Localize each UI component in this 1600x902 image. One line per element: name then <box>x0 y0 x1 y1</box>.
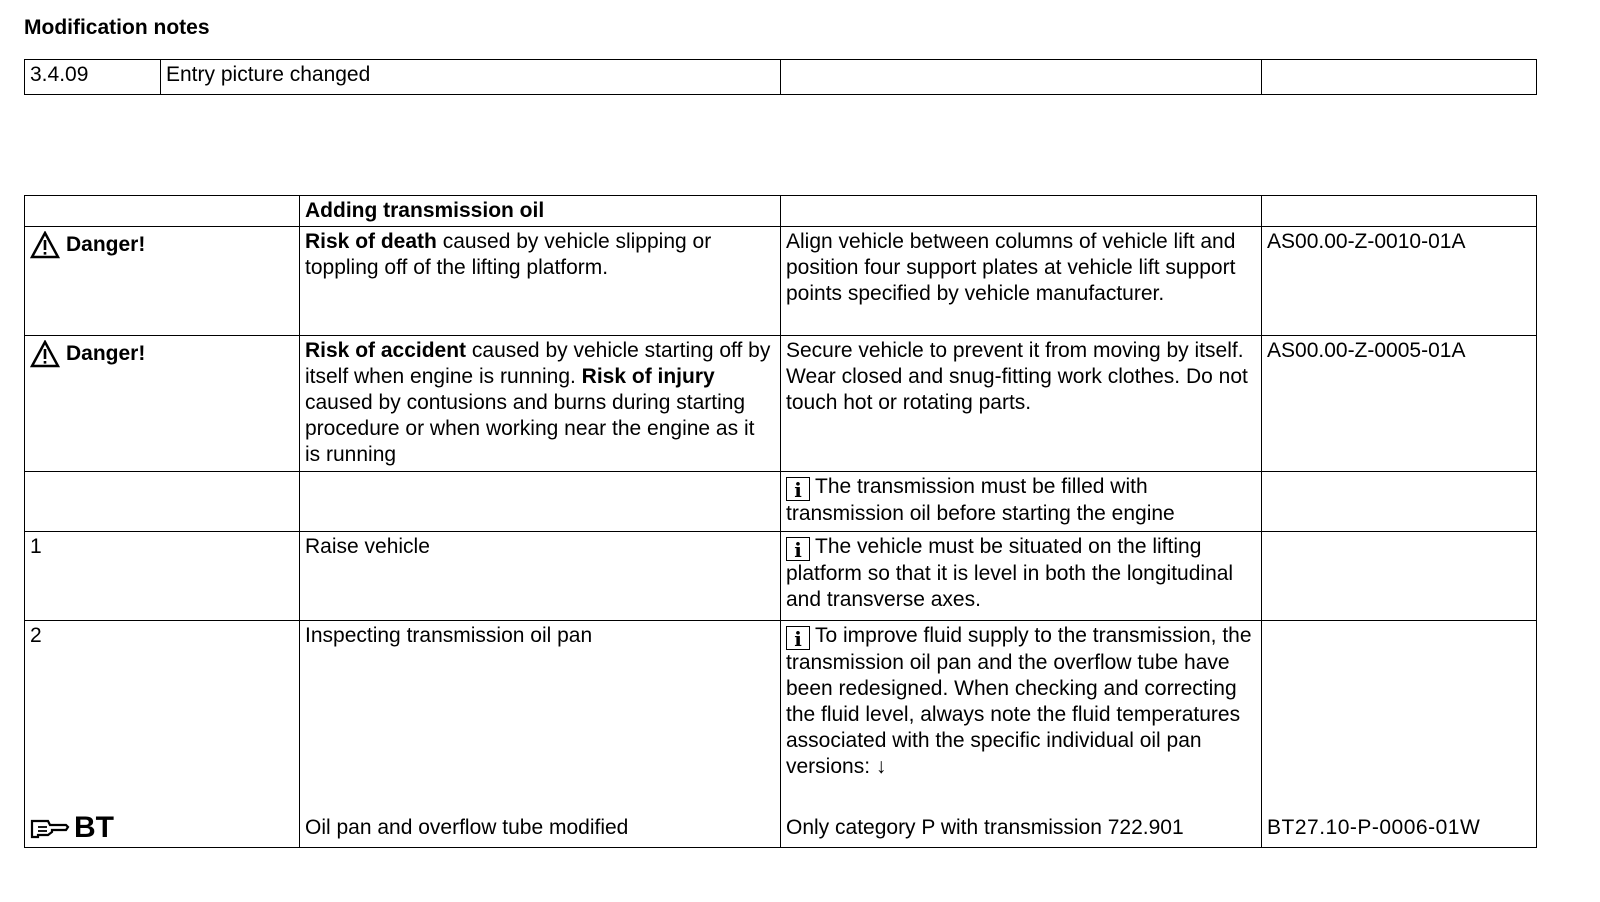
step-text: Raise vehicle <box>300 532 781 621</box>
bt-reference: BT27.10-P-0006-01W <box>1267 816 1481 839</box>
info-text: The transmission must be filled with transmission oil before starting the engine <box>786 475 1175 525</box>
empty-cell <box>25 472 300 532</box>
empty-cell <box>1262 60 1537 95</box>
bt-marker <box>30 811 294 844</box>
empty-cell <box>1262 472 1537 532</box>
warning-triangle-icon <box>30 340 60 368</box>
bt-label: BT <box>74 811 114 844</box>
info-note <box>781 472 1262 532</box>
step-text: Inspecting transmission oil pan <box>305 624 593 647</box>
step-number: 1 <box>25 532 300 621</box>
task-title: Adding transmission oil <box>300 196 781 227</box>
action-line: Secure vehicle to prevent it from moving by itself. <box>786 339 1244 362</box>
info-note <box>786 623 1256 780</box>
note-row <box>25 472 1537 532</box>
hazard-description <box>300 227 781 336</box>
info-icon: i <box>786 537 810 561</box>
hazard-row <box>25 336 1537 472</box>
risk-text: caused by vehicle starting off by itself when engine is running. <box>305 339 771 388</box>
step-row <box>25 532 1537 621</box>
danger-text: Danger! <box>66 342 146 365</box>
bt-text: Oil pan and overflow tube modified <box>305 816 629 839</box>
empty-cell <box>781 196 1262 227</box>
step-number: 2 <box>30 624 42 647</box>
info-text: The vehicle must be situated on the lifting platform so that it is level in both the longitudinal and transverse axes. <box>786 535 1234 611</box>
modification-note: Entry picture changed <box>161 60 781 95</box>
empty-cell <box>781 60 1262 95</box>
info-icon: i <box>786 626 810 650</box>
danger-label <box>30 231 294 259</box>
info-text: To improve fluid supply to the transmission, the transmission oil pan and the overflow tube have been redesigned. When checking and correcting the fluid level, always note the fluid temperatures associated with the specific individual oil pan versions: ↓ <box>786 624 1252 778</box>
hazard-action <box>781 336 1262 472</box>
pointing-hand-icon <box>30 815 70 841</box>
empty-cell <box>1262 532 1537 621</box>
document-reference: AS00.00-Z-0005-01A <box>1262 336 1537 472</box>
warning-triangle-icon <box>30 231 60 259</box>
danger-label <box>30 340 294 368</box>
hazard-row <box>25 227 1537 336</box>
header-row <box>25 196 1537 227</box>
danger-text: Danger! <box>66 233 146 256</box>
hazard-action: Align vehicle between columns of vehicle lift and position four support plates at vehicle lift support points specified by vehicle manufacturer. <box>781 227 1262 336</box>
info-note <box>781 532 1262 621</box>
risk-title: Risk of death <box>305 230 437 253</box>
page-title: Modification notes <box>24 16 210 39</box>
risk-title-secondary: Risk of injury <box>581 365 715 388</box>
bt-note: Only category P with transmission 722.901 <box>786 816 1184 839</box>
risk-title: Risk of accident <box>305 339 467 362</box>
hazard-description <box>300 336 781 472</box>
risk-text-secondary: caused by contusions and burns during starting procedure or when working near the engine as it is running <box>305 391 755 466</box>
modification-date: 3.4.09 <box>25 60 161 95</box>
empty-cell <box>25 196 300 227</box>
empty-cell <box>1262 196 1537 227</box>
modification-table <box>24 59 1537 95</box>
step-row <box>25 621 1537 848</box>
modification-row <box>25 60 1537 95</box>
action-line: Wear closed and snug-fitting work clothes. Do not touch hot or rotating parts. <box>786 365 1248 414</box>
empty-cell <box>300 472 781 532</box>
document-reference: AS00.00-Z-0010-01A <box>1262 227 1537 336</box>
procedure-table <box>24 195 1537 848</box>
info-icon: i <box>786 477 810 501</box>
risk-text: caused by vehicle slipping or toppling off of the lifting platform. <box>305 230 712 279</box>
